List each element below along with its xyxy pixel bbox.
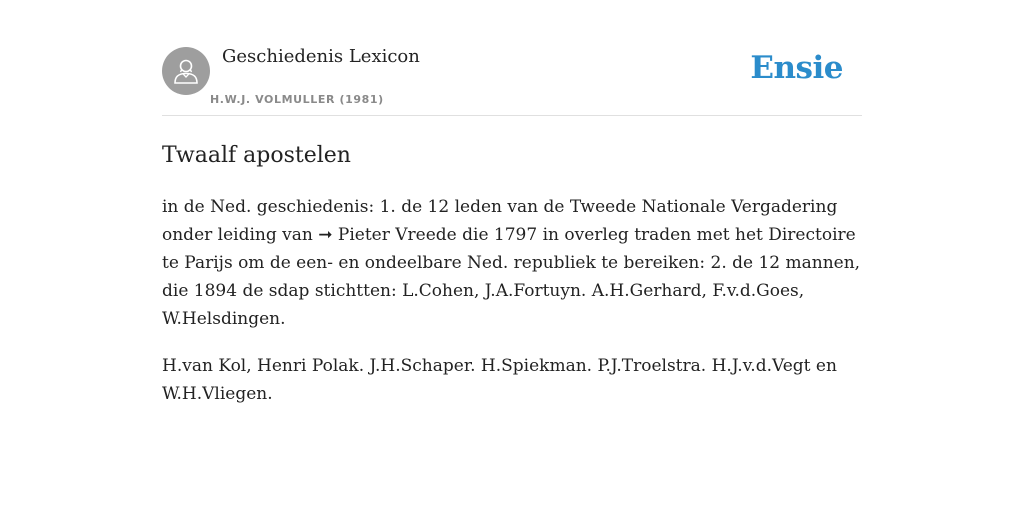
- paragraph-text: die 1797 in overleg traden met het Directoire te Parijs om de een- en ondeelbare Ned. republiek te bereiken: 2. de 12 mannen, die 1894 de sdap stichtten: L.Cohen, J.A.Fortuyn. A.H.Gerhard, F.v.d.Goes, W.Helsdingen.: [162, 225, 861, 329]
- author-credit: H.W.J. VOLMULLER (1981): [210, 93, 384, 106]
- paragraph-text: in de Ned. geschiedenis: 1. de 12 leden van de Tweede Nationale Vergadering onder leiding van: [162, 197, 838, 245]
- entry-paragraph: H.van Kol, Henri Polak. J.H.Schaper. H.Spiekman. P.J.Troelstra. H.J.v.d.Vegt en W.H.Vliegen.: [162, 356, 837, 404]
- entry-header: [162, 40, 862, 116]
- entry-card: [162, 40, 862, 408]
- user-icon: [171, 56, 201, 86]
- link-arrow-icon: ➞: [318, 225, 333, 245]
- pieter-vreede-link[interactable]: Pieter Vreede: [337, 225, 457, 245]
- entry-paragraph: [162, 193, 862, 333]
- ensie-logo[interactable]: Ensie: [750, 50, 843, 86]
- entry-title: Twaalf apostelen: [162, 143, 351, 168]
- book-title[interactable]: Geschiedenis Lexicon: [222, 46, 420, 67]
- avatar: [162, 47, 210, 95]
